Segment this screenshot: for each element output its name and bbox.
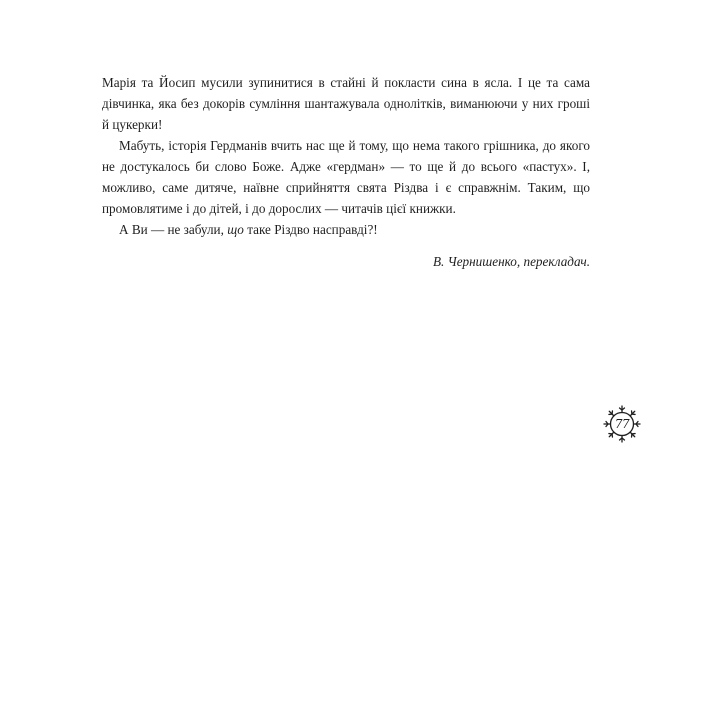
translator-signature: В. Чернишенко, перекладач. (432, 254, 590, 269)
emphasis-word: що (227, 222, 244, 237)
page-number-ornament (602, 404, 642, 444)
main-text-block (102, 72, 590, 240)
paragraph-3-start: А Ви — не забули, (119, 222, 228, 237)
paragraph-2: Мабуть, історія Гердманів вчить нас ще й тому, що нема такого грішника, до якого не достукалось би слово Боже. Адже «гердман» — то ще й до всього «пастух». І, можливо, саме дитяче, наївне сприйняття свята Різдва і є справжнім. Таким, що промовлятиме і до дітей, і до дорослих — читачів цієї книжки. (102, 138, 590, 216)
paragraph-3 (102, 219, 590, 240)
page-number: 77 (614, 417, 630, 431)
paragraph-1: Марія та Йосип мусили зупинитися в стайні й покласти сина в ясла. І це та сама дівчинка, яка без докорів сумління шантажувала однолітків, виманюючи у них гроші й цукерки! (102, 75, 590, 132)
paragraph-3-end: таке Різдво насправді?! (243, 222, 378, 237)
